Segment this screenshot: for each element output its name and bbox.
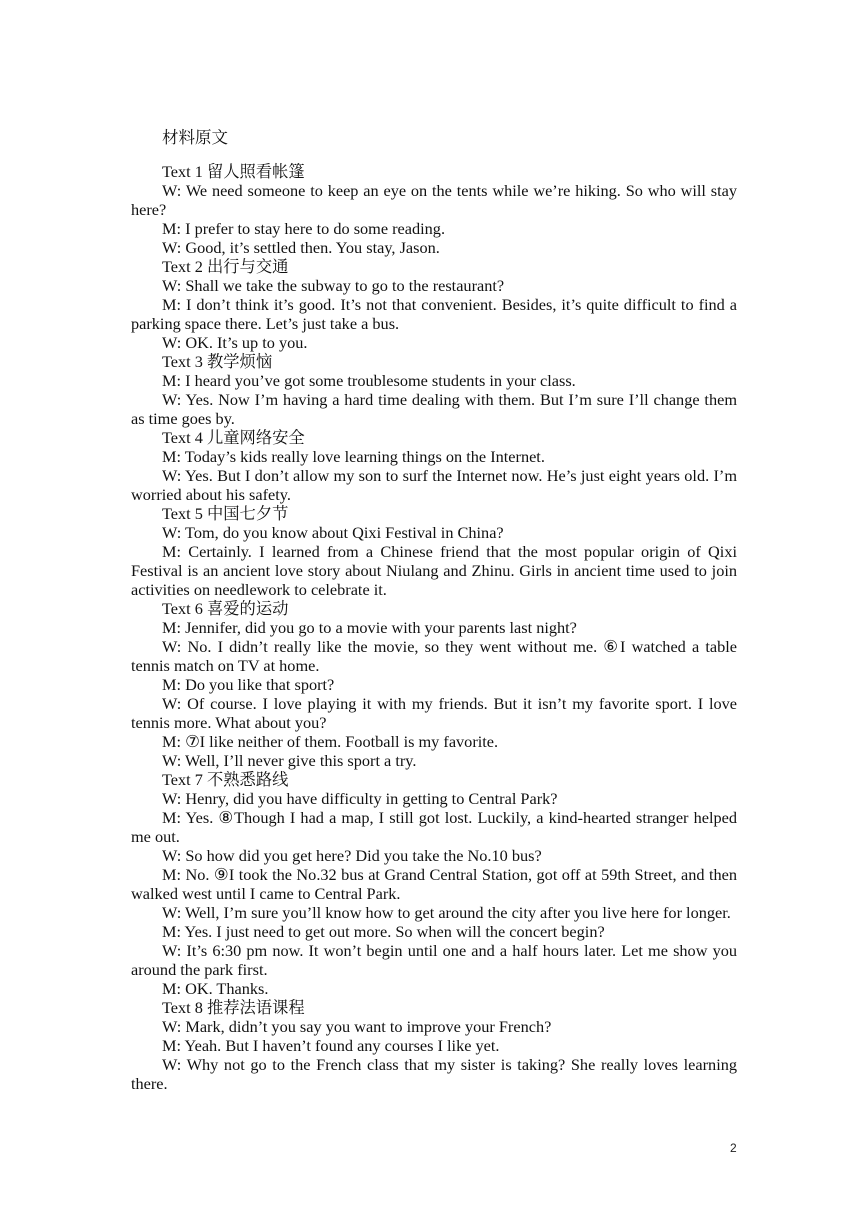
dialogue-line: W: Shall we take the subway to go to the restaurant? [162, 276, 505, 295]
dialogue-line: W: Of course. I love playing it with my friends. But it isn’t my favorite sport. I love tennis more. What about you? [131, 694, 737, 732]
dialogue-line: W: No. I didn’t really like the movie, so they went without me. ⑥I watched a table tennis match on TV at home. [131, 637, 737, 675]
dialogue-line: M: I prefer to stay here to do some reading. [162, 219, 446, 238]
section-title: Text 1 留人照看帐篷 [162, 162, 305, 181]
section-title: Text 8 推荐法语课程 [162, 998, 305, 1017]
dialogue-line: W: Well, I’m sure you’ll know how to get around the city after you live here for longer. [162, 903, 731, 922]
section-title: Text 4 儿童网络安全 [162, 428, 305, 447]
section-title: Text 6 喜爱的运动 [162, 599, 289, 618]
dialogue-line: W: Tom, do you know about Qixi Festival in China? [162, 523, 504, 542]
section-title: Text 7 不熟悉路线 [162, 770, 289, 789]
dialogue-line: M: Today’s kids really love learning things on the Internet. [162, 447, 545, 466]
dialogue-line: W: It’s 6:30 pm now. It won’t begin until one and a half hours later. Let me show you around the park first. [131, 941, 737, 979]
dialogue-line: W: Good, it’s settled then. You stay, Jason. [162, 238, 440, 257]
dialogue-line: W: Yes. But I don’t allow my son to surf the Internet now. He’s just eight years old. I’m worried about his safety. [131, 466, 737, 504]
dialogue-line: M: Do you like that sport? [162, 675, 335, 694]
dialogue-line: W: OK. It’s up to you. [162, 333, 308, 352]
section-title: Text 3 教学烦恼 [162, 352, 273, 371]
dialogue-line: M: I don’t think it’s good. It’s not that convenient. Besides, it’s quite difficult to find a parking space there. Let’s just take a bus. [131, 295, 737, 333]
dialogue-line: W: We need someone to keep an eye on the tents while we’re hiking. So who will stay here? [131, 181, 737, 219]
transcript-body [131, 162, 737, 1093]
dialogue-line: W: Henry, did you have difficulty in getting to Central Park? [162, 789, 558, 808]
dialogue-line: M: Yes. I just need to get out more. So when will the concert begin? [162, 922, 605, 941]
section-title: Text 5 中国七夕节 [162, 504, 289, 523]
dialogue-line: M: No. ⑨I took the No.32 bus at Grand Central Station, got off at 59th Street, and then walked west until I came to Central Park. [131, 865, 737, 903]
dialogue-line: W: So how did you get here? Did you take the No.10 bus? [162, 846, 542, 865]
dialogue-line: M: Certainly. I learned from a Chinese friend that the most popular origin of Qixi Festival is an ancient love story about Niulang and Zhinu. Girls in ancient time used to join activities on needlework to celebrate it. [131, 542, 737, 599]
dialogue-line: M: Jennifer, did you go to a movie with your parents last night? [162, 618, 577, 637]
dialogue-line: M: Yeah. But I haven’t found any courses I like yet. [162, 1036, 500, 1055]
dialogue-line: M: ⑦I like neither of them. Football is my favorite. [162, 732, 499, 751]
section-title: Text 2 出行与交通 [162, 257, 289, 276]
dialogue-line: M: Yes. ⑧Though I had a map, I still got lost. Luckily, a kind-hearted stranger helped me out. [131, 808, 737, 846]
dialogue-line: W: Yes. Now I’m having a hard time dealing with them. But I’m sure I’ll change them as time goes by. [131, 390, 737, 428]
dialogue-line: W: Why not go to the French class that my sister is taking? She really loves learning there. [131, 1055, 737, 1093]
dialogue-line: W: Mark, didn’t you say you want to improve your French? [162, 1017, 552, 1036]
dialogue-line: M: OK. Thanks. [162, 979, 269, 998]
page-heading: 材料原文 [162, 128, 228, 147]
dialogue-line: W: Well, I’ll never give this sport a try. [162, 751, 417, 770]
page-number: 2 [730, 1141, 737, 1155]
dialogue-line: M: I heard you’ve got some troublesome students in your class. [162, 371, 576, 390]
